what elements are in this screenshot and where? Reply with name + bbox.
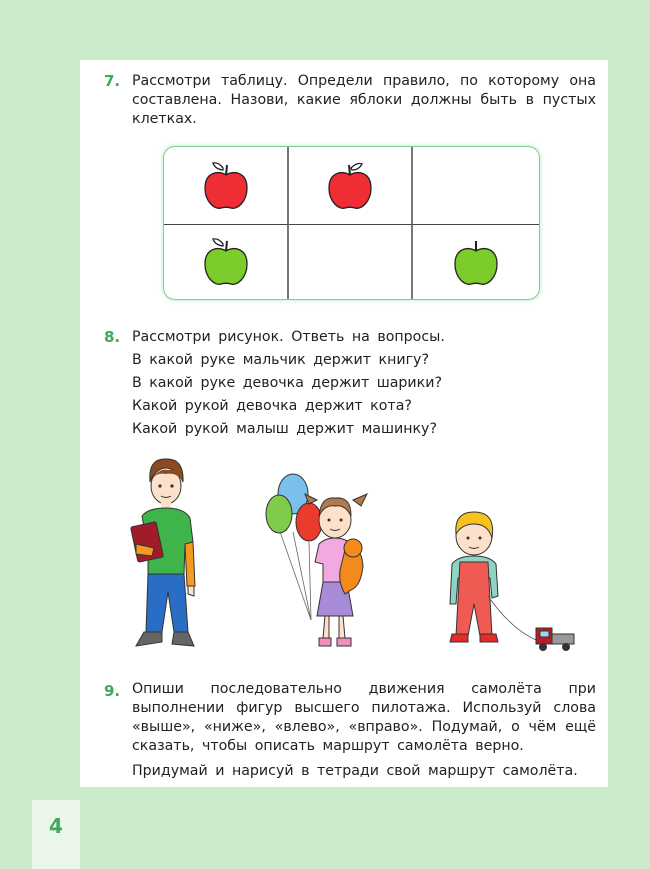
- task-number: 7.: [104, 72, 121, 90]
- question: Какой рукой девочка держит кота?: [132, 398, 412, 414]
- green-apple-icon: [451, 236, 501, 288]
- green-apple-icon: [201, 236, 251, 288]
- boy-with-book-illustration: [128, 456, 203, 656]
- page-number-tab: [32, 800, 80, 869]
- task-number: 8.: [104, 328, 121, 346]
- task-text: Рассмотри рисунок. Ответь на вопросы.: [132, 329, 445, 345]
- empty-table-cell: [289, 225, 413, 299]
- apple-table: [163, 146, 540, 300]
- table-cell: [164, 225, 289, 299]
- task-text: Рассмотри таблицу. Определи правило, по которому она составлена. Назови, какие яблоки должны быть в пустых клетках.: [132, 73, 596, 127]
- table-cell: [289, 147, 413, 225]
- question: В какой руке мальчик держит книгу?: [132, 352, 429, 368]
- question: В какой руке девочка держит шарики?: [132, 375, 442, 391]
- red-apple-icon: [325, 160, 375, 212]
- question: Какой рукой малыш держит машинку?: [132, 421, 437, 437]
- toddler-with-truck-illustration: [440, 508, 580, 658]
- table-cell: [413, 225, 539, 299]
- table-cell: [164, 147, 289, 225]
- task-number: 9.: [104, 682, 121, 700]
- empty-table-cell: [413, 147, 539, 225]
- children-illustration: [120, 456, 590, 661]
- girl-with-balloons-illustration: [265, 470, 375, 650]
- task-extra-text: Придумай и нарисуй в тетради свой маршрут самолёта.: [132, 763, 578, 779]
- page-panel: [80, 60, 608, 787]
- page-number: 4: [49, 814, 63, 838]
- task-text: Опиши последовательно движения самолёта при выполнении фигур высшего пилотажа. Используй слова «выше», «ниже», «влево», «вправо». Подумай, о чём ещё сказать, чтобы описать маршрут самолёта верно.: [132, 681, 596, 754]
- red-apple-icon: [201, 160, 251, 212]
